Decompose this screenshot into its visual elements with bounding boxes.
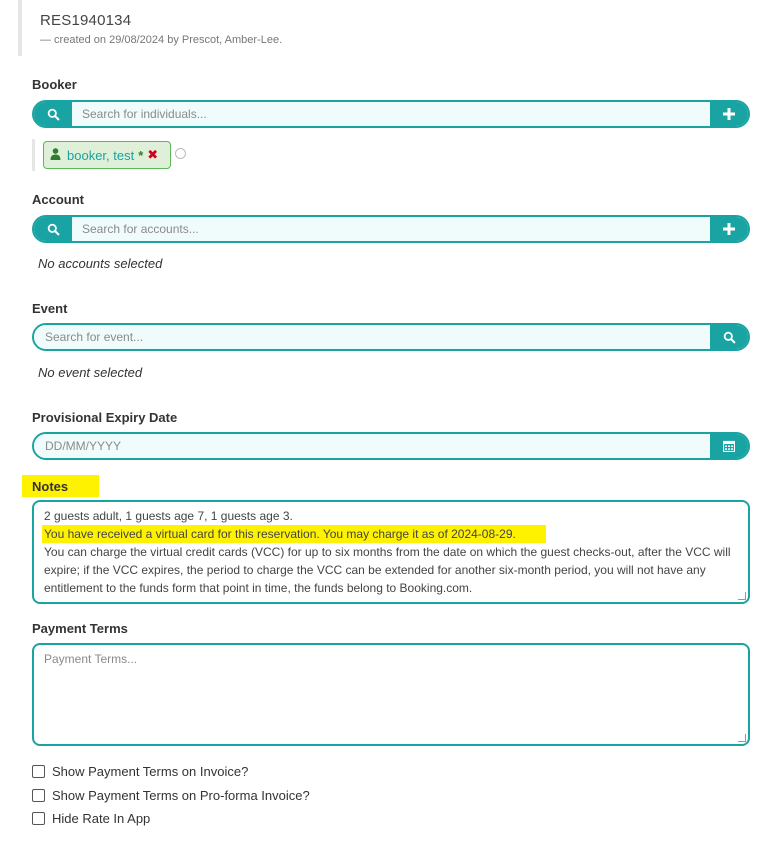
search-icon[interactable] bbox=[710, 325, 748, 349]
show-terms-proforma-option[interactable] bbox=[32, 786, 310, 804]
search-icon[interactable] bbox=[34, 102, 72, 126]
event-label: Event bbox=[32, 301, 68, 316]
hide-rate-checkbox[interactable] bbox=[32, 812, 45, 825]
payment-terms-placeholder: Payment Terms... bbox=[44, 652, 138, 666]
show-terms-proforma-label: Show Payment Terms on Pro-forma Invoice? bbox=[52, 787, 310, 803]
account-search-input[interactable] bbox=[72, 217, 714, 241]
notes-textarea[interactable] bbox=[32, 500, 750, 604]
show-terms-invoice-option[interactable] bbox=[32, 762, 248, 780]
payment-terms-label: Payment Terms bbox=[32, 621, 128, 636]
booker-tag-name: booker, test bbox=[67, 147, 135, 163]
user-icon bbox=[50, 148, 61, 163]
notes-line-guests: 2 guests adult, 1 guests age 7, 1 guests age 3. bbox=[44, 509, 293, 523]
no-event-text: No event selected bbox=[38, 365, 143, 380]
search-icon[interactable] bbox=[34, 217, 72, 241]
resize-handle[interactable] bbox=[738, 592, 746, 600]
remove-icon[interactable]: ✖ bbox=[147, 147, 159, 162]
show-terms-invoice-label: Show Payment Terms on Invoice? bbox=[52, 763, 249, 779]
account-label: Account bbox=[32, 192, 84, 207]
primary-star-icon: * bbox=[138, 147, 144, 163]
show-terms-proforma-checkbox[interactable] bbox=[32, 789, 45, 802]
hide-rate-option[interactable] bbox=[32, 809, 150, 827]
booker-search-group bbox=[32, 100, 750, 128]
account-search-group bbox=[32, 215, 750, 243]
notes-label: Notes bbox=[22, 475, 99, 497]
expiry-label: Provisional Expiry Date bbox=[32, 410, 178, 425]
booker-search-input[interactable] bbox=[72, 102, 714, 126]
booker-tags bbox=[32, 139, 159, 171]
expiry-date-group bbox=[32, 432, 750, 460]
plus-icon[interactable] bbox=[710, 102, 748, 126]
calendar-icon[interactable] bbox=[710, 434, 748, 458]
reservation-created: — created on 29/08/2024 by Prescot, Amber-Lee. bbox=[40, 34, 283, 46]
resize-handle[interactable] bbox=[738, 734, 746, 742]
notes-line-vcc-terms: You can charge the virtual credit cards (VCC) for up to six months from the date on which the guest checks-out, after the VCC will expire; if the VCC expires, the period to charge the VCC can be extended for another six-month period, you will not have any entitlement to the funds form that point in time, the funds belong to Booking.com. bbox=[44, 545, 731, 595]
hide-rate-label: Hide Rate In App bbox=[52, 810, 151, 826]
booker-label: Booker bbox=[32, 77, 77, 92]
show-terms-invoice-checkbox[interactable] bbox=[32, 765, 45, 778]
booker-tag[interactable] bbox=[43, 141, 171, 169]
reservation-id: RES1940134 bbox=[40, 12, 132, 29]
event-search-input[interactable] bbox=[34, 325, 712, 349]
plus-icon[interactable] bbox=[710, 217, 748, 241]
notes-line-virtual-card: You have received a virtual card for this reservation. You may charge it as of 2024-08-29. bbox=[42, 525, 546, 543]
event-search-group bbox=[32, 323, 750, 351]
primary-radio[interactable] bbox=[175, 148, 186, 159]
payment-terms-textarea[interactable] bbox=[32, 643, 750, 746]
no-accounts-text: No accounts selected bbox=[38, 256, 163, 271]
reservation-header bbox=[18, 0, 418, 56]
expiry-date-input[interactable] bbox=[34, 434, 712, 458]
